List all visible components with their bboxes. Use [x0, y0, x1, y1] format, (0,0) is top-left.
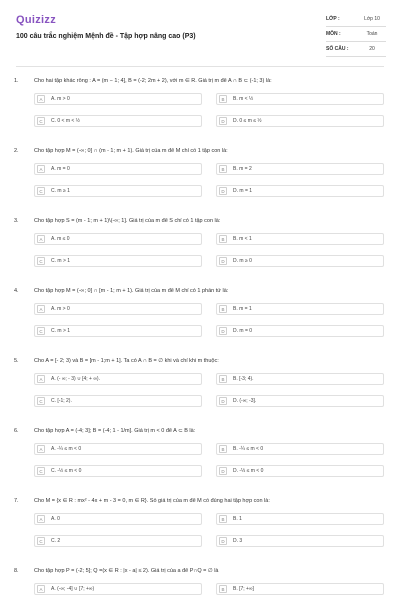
meta-value: Toán	[366, 31, 378, 37]
option-letter: A	[37, 165, 45, 173]
question-text: Cho A = [- 2; 3) và B = [m - 1;m + 1]. Ta có A ∩ B = ∅ khi và chỉ khi m thuộc:	[34, 358, 219, 364]
option-letter: C	[37, 397, 45, 405]
option-letter: A	[37, 95, 45, 103]
option-a[interactable]	[34, 233, 202, 245]
option-letter: B	[219, 235, 227, 243]
question-text: Cho tập hợp A = (-4; 3]; B = (-4; 1 - 1/m]. Giá trị m < 0 để A ⊂ B là:	[34, 428, 196, 434]
option-text: A. (-∞; -4] ∪ [7; +∞)	[51, 586, 95, 592]
option-letter: C	[37, 117, 45, 125]
option-c[interactable]	[34, 255, 202, 267]
question-text: Cho tập hợp S = (m - 1; m + 1)\(-∞; 1]. Giá trị của m để S chỉ có 1 tập con là:	[34, 218, 221, 224]
option-d[interactable]	[216, 535, 384, 547]
question-number: 1.	[14, 78, 19, 84]
question-text: Cho tập hợp P = (-2; 5]; Q =(x ∈ R : |x - a| ≤ 2). Giá trị của a để P∩Q = ∅ là	[34, 568, 219, 574]
option-text: B. 1	[233, 516, 242, 522]
option-b[interactable]	[216, 163, 384, 175]
option-letter: C	[37, 537, 45, 545]
option-c[interactable]	[34, 535, 202, 547]
option-text: A. m ≤ 0	[51, 236, 70, 242]
option-text: D. m ≥ 0	[233, 258, 252, 264]
option-text: B. m = 1	[233, 306, 252, 312]
option-text: A. (- ∞; - 3) ∪ [4; + ∞).	[51, 376, 100, 382]
option-letter: A	[37, 235, 45, 243]
option-letter: D	[219, 117, 227, 125]
meta-value: 20	[369, 46, 375, 52]
question-number: 2.	[14, 148, 19, 154]
option-letter: C	[37, 327, 45, 335]
question-2	[0, 148, 400, 218]
option-text: B. m < 1	[233, 236, 252, 242]
option-letter: B	[219, 305, 227, 313]
option-a[interactable]	[34, 303, 202, 315]
option-letter: B	[219, 375, 227, 383]
option-b[interactable]	[216, 93, 384, 105]
question-number: 6.	[14, 428, 19, 434]
question-8	[0, 568, 400, 600]
option-b[interactable]	[216, 583, 384, 595]
meta-info	[326, 12, 386, 57]
option-text: D. 0 ≤ m ≤ ½	[233, 118, 262, 124]
option-b[interactable]	[216, 303, 384, 315]
option-d[interactable]	[216, 115, 384, 127]
meta-value: Lớp 10	[364, 16, 380, 22]
question-number: 8.	[14, 568, 19, 574]
option-a[interactable]	[34, 163, 202, 175]
option-text: A. m > 0	[51, 306, 70, 312]
option-c[interactable]	[34, 325, 202, 337]
option-letter: C	[37, 187, 45, 195]
option-d[interactable]	[216, 325, 384, 337]
option-text: B. [7; +∞]	[233, 586, 254, 592]
question-text: Cho M = {x ∈ R : mx² - 4x + m - 3 = 0, m ∈ R}. Số giá trị của m để M có đúng hai tập hợp con là:	[34, 498, 270, 504]
question-number: 4.	[14, 288, 19, 294]
option-text: C. 2	[51, 538, 61, 544]
option-a[interactable]	[34, 583, 202, 595]
question-number: 7.	[14, 498, 19, 504]
question-1	[0, 78, 400, 148]
option-letter: A	[37, 515, 45, 523]
option-text: C. m > 1	[51, 328, 71, 334]
option-text: B. m < ½	[233, 96, 254, 102]
option-text: C. m > 1	[51, 258, 71, 264]
option-letter: A	[37, 375, 45, 383]
option-text: B. -¼ ≤ m < 0	[233, 446, 264, 452]
option-b[interactable]	[216, 513, 384, 525]
question-5	[0, 358, 400, 428]
meta-row-count	[326, 42, 386, 57]
option-letter: B	[219, 515, 227, 523]
option-text: A. -¼ ≤ m < 0	[51, 446, 82, 452]
question-text: Cho tập hợp M = (-∞; 0] ∩ [m - 1; m + 1). Giá trị của m để M chỉ có 1 phần tử là:	[34, 288, 229, 294]
meta-label: MÔN :	[326, 31, 341, 37]
option-letter: D	[219, 327, 227, 335]
option-letter: D	[219, 537, 227, 545]
option-a[interactable]	[34, 443, 202, 455]
option-c[interactable]	[34, 185, 202, 197]
option-letter: D	[219, 467, 227, 475]
option-text: A. m > 0	[51, 96, 70, 102]
option-a[interactable]	[34, 93, 202, 105]
option-text: A. m = 0	[51, 166, 70, 172]
option-text: B. m = 2	[233, 166, 252, 172]
option-text: B. [-3; 4).	[233, 376, 254, 382]
option-b[interactable]	[216, 233, 384, 245]
question-4	[0, 288, 400, 358]
meta-row-subject	[326, 27, 386, 42]
option-text: D. m = 1	[233, 188, 253, 194]
meta-label: LỚP :	[326, 16, 340, 22]
meta-row-class	[326, 12, 386, 27]
meta-label: SỐ CÂU :	[326, 46, 349, 52]
option-letter: A	[37, 445, 45, 453]
option-text: C. 0 < m < ½	[51, 118, 80, 124]
option-d[interactable]	[216, 465, 384, 477]
quizizz-logo: Quizizz	[16, 14, 56, 26]
option-letter: B	[219, 95, 227, 103]
option-text: D. (-∞; -3].	[233, 398, 257, 404]
option-text: D. -⅓ ≤ m < 0	[233, 468, 264, 474]
option-a[interactable]	[34, 513, 202, 525]
option-letter: B	[219, 445, 227, 453]
question-text: Cho tập hợp M = (-∞; 0] ∩ (m - 1; m + 1). Giá trị của m để M chỉ có 1 tập con là:	[34, 148, 228, 154]
option-d[interactable]	[216, 255, 384, 267]
question-number: 5.	[14, 358, 19, 364]
page-title: 100 câu trắc nghiệm Mệnh đề - Tập hợp nâng cao (P3)	[16, 33, 196, 40]
option-letter: C	[37, 467, 45, 475]
question-6	[0, 428, 400, 498]
option-text: D. 3	[233, 538, 243, 544]
option-text: C. -½ ≤ m < 0	[51, 468, 82, 474]
option-d[interactable]	[216, 395, 384, 407]
option-text: C. m ≥ 1	[51, 188, 70, 194]
option-a[interactable]	[34, 373, 202, 385]
header	[0, 0, 400, 70]
question-number: 3.	[14, 218, 19, 224]
header-divider	[16, 66, 384, 67]
option-b[interactable]	[216, 373, 384, 385]
option-text: A. 0	[51, 516, 60, 522]
option-letter: D	[219, 397, 227, 405]
option-d[interactable]	[216, 185, 384, 197]
question-7	[0, 498, 400, 568]
option-c[interactable]	[34, 115, 202, 127]
option-letter: D	[219, 187, 227, 195]
option-c[interactable]	[34, 465, 202, 477]
option-letter: B	[219, 585, 227, 593]
option-c[interactable]	[34, 395, 202, 407]
question-3	[0, 218, 400, 288]
option-letter: A	[37, 305, 45, 313]
option-letter: D	[219, 257, 227, 265]
option-letter: C	[37, 257, 45, 265]
question-text: Cho hai tập khác rỗng : A = (m − 1; 4], B = (-2; 2m + 2), với m ∈ R. Giá trị m để A ∩ B ⊂ (-1; 3) là:	[34, 78, 272, 84]
option-text: D. m = 0	[233, 328, 253, 334]
option-text: C. [-1; 2).	[51, 398, 72, 404]
option-letter: A	[37, 585, 45, 593]
option-b[interactable]	[216, 443, 384, 455]
option-letter: B	[219, 165, 227, 173]
